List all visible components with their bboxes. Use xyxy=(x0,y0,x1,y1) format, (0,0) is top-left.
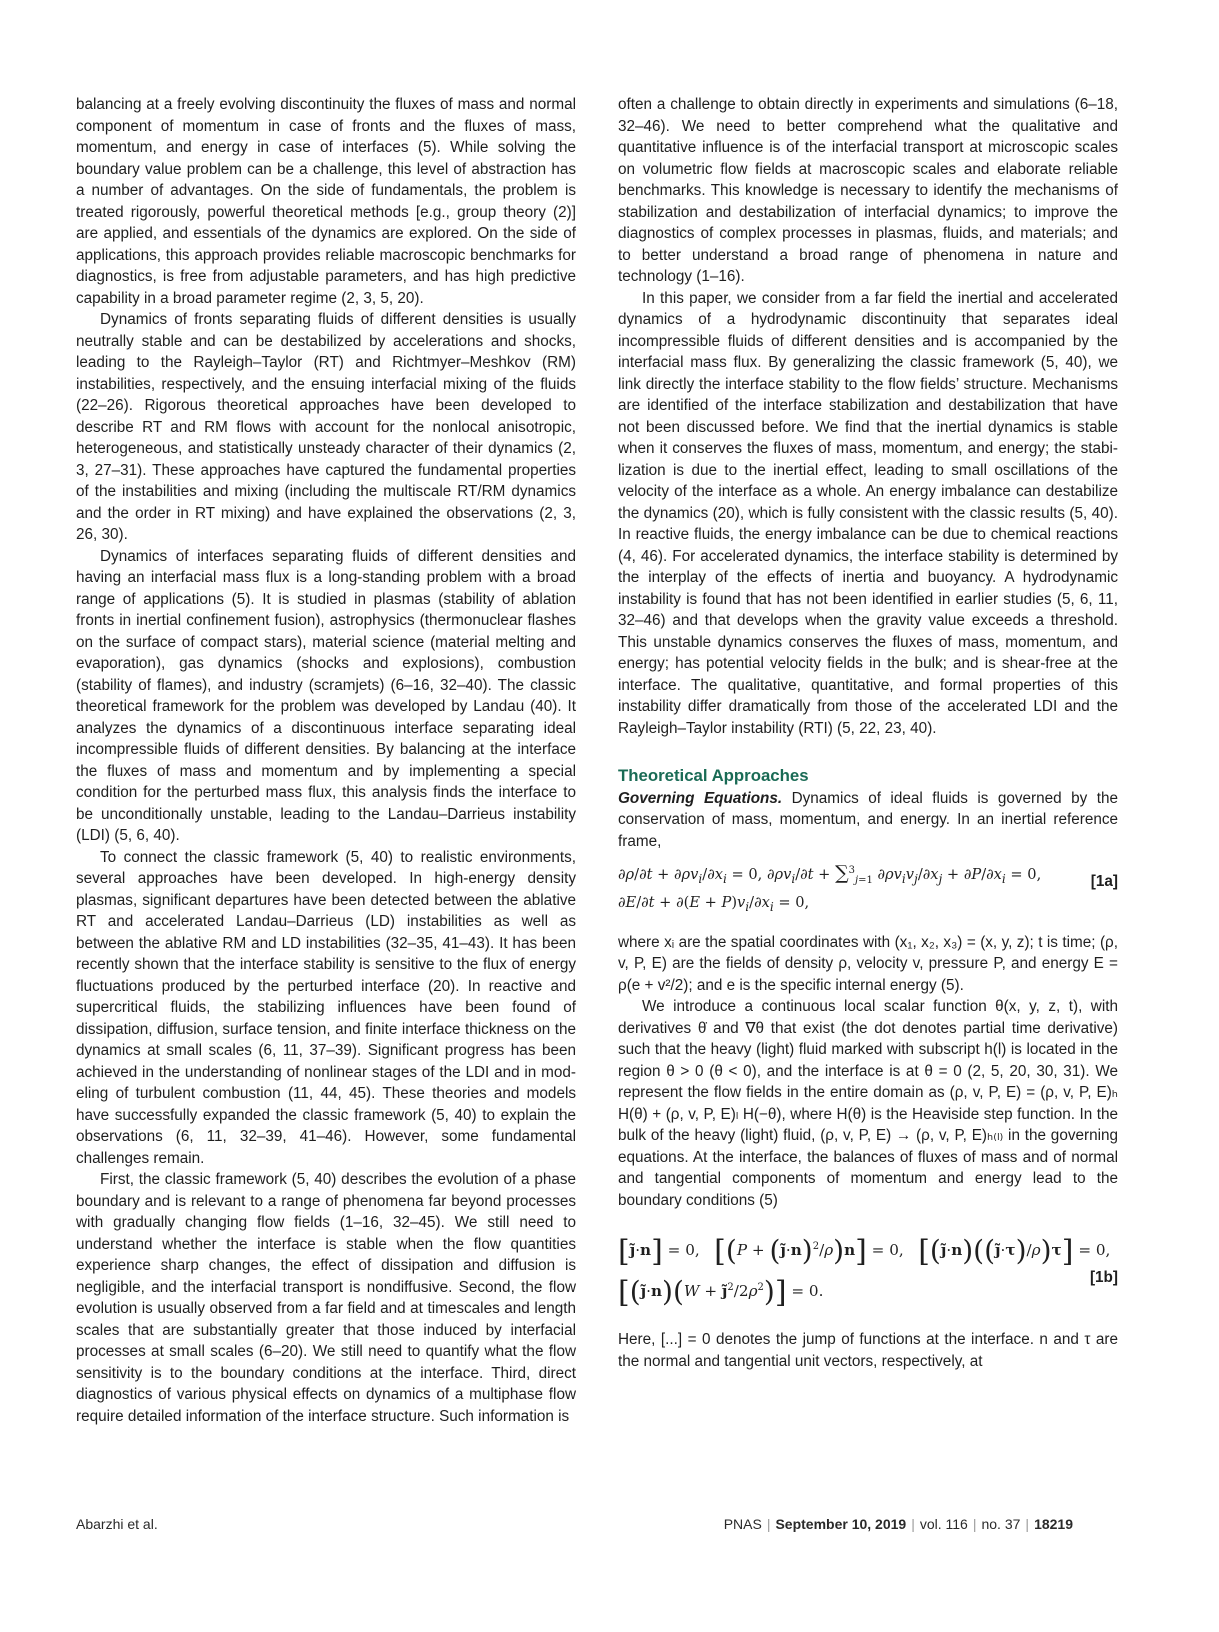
paragraph: Here, [...] = 0 denotes the jump of functions at the interface. n and τ are the normal and tangential unit vectors, respectively, at xyxy=(618,1331,1118,1370)
right-column xyxy=(618,94,1118,1372)
section-heading: Theoretical Approaches xyxy=(618,766,809,785)
separator: | xyxy=(972,1516,977,1532)
paragraph: First, the classic framework (5, 40) describes the evolution of a phase boundary and is relevant to a range of phenomena far beyond processes with gradually changing flow fields (1–16, 32–45). We still need to understand whether the interface is stable when the flow quantities experience sharp changes, the effect of dissipation and diffusion is negligible, and the interfacial transport is nondiffusive. Second, the flow evolution is usually observed from a far field and at timescales and length scales that are substantially greater that those induced by interfacial processes at small scales (6–20). We still need to quantify what the flow sensitivity is to the boundary conditions at the interface. Third, direct diagnostics of various physical effects on dynamics of a multiphase flow require detailed information of the interface structure. Such information is xyxy=(76,1171,576,1425)
paragraph: Dynamics of fronts separating fluids of different densities is usually neutrally stable and can be destabilized by accelerations and shocks, leading to the Rayleigh–Taylor (RT) and Richtmyer–Meshkov (RM) instabilities, respectively, and the ensuing interfacial mixing of the fluids (22–26). Rigorous theoretical approaches have been developed to describe RT and RM flows with account for the nonlocal anisotropic, heterogeneous, and statistically unsteady character of their dynamics (2, 3, 27–31). These approaches have captured the fundamental properties of the instabilities and mixing (including the multiscale RT/RM dynamics and the order in RT mixing) and have explained the observations (2, 3, 26, 30). xyxy=(76,311,576,543)
journal-name: PNAS xyxy=(723,1516,762,1532)
volume: vol. 116 xyxy=(919,1516,968,1532)
paragraph: To connect the classic framework (5, 40) to realistic environments, several approaches have been developed. In high-energy density plasmas, significant departures have been detected between the ablative RT and accelerated Landau–Darrieus (LD) instabilities as well as between the ablative RM and LD instabilities (32–35, 41–43). It has been recently shown that the interface stability is sensitive to the flux of energy fluctuations produced by the perturbed interface (20). In reactive and supercritical fluids, the stabilizing influences have been found of dissipation, diffusion, surface tension, and finite interface thickness on the dynamics at small scales (6, 11, 37–39). Significant progress has been achieved in the understanding of nonlinear stages of the LDI and in modeling of turbulent combustion (11, 44, 45). These theories and models have successfully expanded the classic framework (5, 40) to explain the observations (6, 11, 32–39, 41–46). However, some fundamental challenges remain. xyxy=(76,848,576,1167)
separator: | xyxy=(911,1516,915,1532)
paragraph: often a challenge to obtain directly in experiments and simulations (6–18, 32–46). We need to better comprehend what the qualitative and quantitative influence is of the interfacial transport at microscopic scales on volumetric flow fields at macroscopic scales and elaborate reliable benchmarks. This knowledge is necessary to identify the mechanisms of stabilization and destabilization of interfacial dynamics; to improve the diagnostics of complex processes in plasmas, fluids, and materials; and to better understand a broad range of phenomena in nature and technology (1–16). xyxy=(618,96,1118,285)
page-number: 18219 xyxy=(1034,1516,1073,1532)
paragraph-text: Dynamics of ideal fluids is governed by the conservation of mass, momentum, and energy. In an inertial reference frame, xyxy=(618,789,1118,850)
paragraph xyxy=(618,788,1118,853)
equation-1b: [j̃·n] = 0, [(P + (j̃·n)$^2$/ρ)n] = 0, [(j̃·n)((j̃·τ)/ρ)τ] = 0, [(j̃·n)(W + $j̃^2/2\rho^2)] = 0$. [1b] xyxy=(618,1234,1118,1311)
publication-date: September 10, 2019 xyxy=(775,1516,907,1532)
equation-1a: $\partial\rho/\partial t + \partial\rho v_i/\partial x_i = 0$, $\partial\rho v_i/\partial t + \sum^3_{j=1}$ $\partial\rho v_iv_j/\partial x_j + \partial P/\partial x_i = 0$, $\partial E/\partial t + \partial(E + P)v_i/\partial x_i = 0$, [1a] xyxy=(618,861,1118,914)
footer-citation xyxy=(724,1516,1073,1532)
issue: no. 37 xyxy=(981,1516,1021,1532)
separator: | xyxy=(1025,1516,1030,1532)
left-column xyxy=(76,94,576,1427)
equation-number: [1a] xyxy=(1090,873,1118,890)
footer-authors: Abarzhi et al. xyxy=(76,1516,158,1532)
paragraph: In this paper, we consider from a far field the inertial and accelerated dynamics of a hydrodynamic discontinuity that separates ideal incompressible fluids of different densities and is accompanied by the interfacial mass flux. By generalizing the classic framework (5, 40), we link directly the interface stability to the flow fields’ structure. Mechanisms are identified of the interface stabilization and destabilization that have not been discussed before. We find that the inertial dynamics is stable when it conserves the fluxes of mass, momentum, and energy; the stabilization is due to the inertial effect, leading to small oscillations of the velocity of the interface as a whole. An energy imbalance can destabilize the dynamics (20), which is fully consistent with the classic results (5, 40). In reactive fluids, the energy imbalance can be due to chemical reactions (4, 46). For accelerated dynamics, the interface stability is determined by the interplay of the effects of inertia and buoyancy. A hydrodynamic instability is found that has not been identified in earlier studies (5, 6, 11, 32–46) and that develops when the gravity value exceeds a threshold. This unstable dynamics conserves the fluxes of mass, momentum, and energy; has potential velocity fields in the bulk; and is shear-free at the interface. The qualitative, quantitative, and formal properties of this instability differ dramatically from those of the accelerated LDI and the Rayleigh–Taylor instability (RTI) (5, 22, 23, 40). xyxy=(618,289,1118,737)
subsection-heading: Governing Equations. xyxy=(618,789,783,807)
equation-number: [1b] xyxy=(1089,1269,1118,1287)
paragraph: Dynamics of interfaces separating fluids of different densities and having an interfacial mass flux is a long-standing problem with a broad range of applications (5). It is studied in plasmas (stability of ablation fronts in inertial confinement fusion), astrophysics (thermonuclear flashes on the surface of compact stars), material science (material melting and evaporation), gas dynamics (shocks and explosions), combustion (stability of flames), and industry (scramjets) (6–16, 32–40). The classic theoretical framework for the problem was developed by Landau (40). It analyzes the dynamics of a discontinuous interface separating ideal incompressible fluids of different densities. By balancing at the interface the fluxes of mass and momentum and by implementing a special condition for the perturbed mass flux, this analysis finds the interface to be unconditionally unstable, leading to the Landau–Darrieus instability (LDI) (5, 6, 40). xyxy=(76,547,576,844)
paragraph: We introduce a continuous local scalar function θ(x, y, z, t), with derivatives θ̇ and ∇θ that exist (the dot denotes partial time derivative) such that the heavy (light) fluid marked with subscript h(l) is located in the region θ > 0 (θ < 0), and the interface is at θ = 0 (2, 5, 20, 30, 31). We represent the flow fields in the entire domain as (ρ, v, P, E) = (ρ, v, P, E)ₕ H(θ) + (ρ, v, P, E)ₗ H(−θ), where H(θ) is the Heaviside step function. In the bulk of the heavy (light) fluid, (ρ, v, P, E) → (ρ, v, P, E)ₕ₍ₗ₎ in the governing equations. At the interface, the balances of fluxes of mass and of normal and tangential components of momentum and energy lead to the boundary conditions (5) xyxy=(618,998,1118,1209)
paragraph: balancing at a freely evolving discontinuity the fluxes of mass and normal component of momentum in case of fronts and the fluxes of mass, momentum, and energy in case of interfaces (5). While solving the boundary value problem can be a challenge, this level of abstraction has a number of advantages. On the side of fundamentals, the problem is treated rigorously, powerful theoretical methods [e.g., group theory (2)] are applied, and essentials of the dynamics are explored. On the side of applications, this approach provides reliable macroscopic benchmarks for diagnostics, is free from adjustable parameters, and has high predictive capability in a broad parameter regime (2, 3, 5, 20). xyxy=(76,96,576,307)
separator: | xyxy=(766,1516,771,1532)
paragraph: where xᵢ are the spatial coordinates with (x₁, x₂, x₃) = (x, y, z); t is time; (ρ, v, P, E) are the fields of density ρ, velocity v, pressure P, and energy E = ρ(e + v²/2); and e is the specific internal energy (5). xyxy=(618,933,1118,994)
